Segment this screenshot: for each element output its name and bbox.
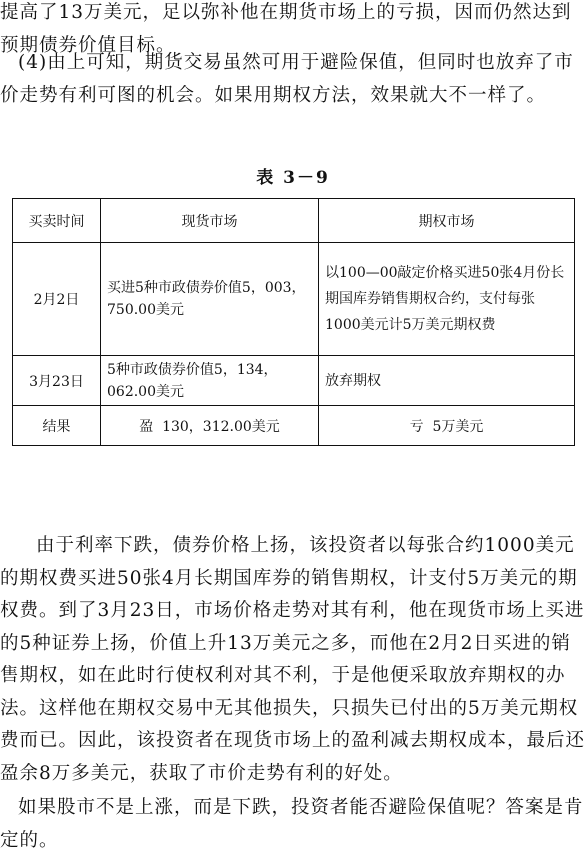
- header-spot-market: 现货市场: [101, 199, 319, 243]
- paragraph-intro-continuation: 提高了13万美元，足以弥补他在期货市场上的亏损，因而仍然达到预期债券价值目标。: [0, 2, 572, 56]
- cell-spot-result: 盈 130，312.00美元: [101, 406, 319, 446]
- table-header-row: [13, 199, 575, 243]
- cell-option-result: 亏 5万美元: [319, 406, 575, 446]
- cell-option: 放弃期权: [319, 356, 575, 406]
- table-row-result: [13, 406, 575, 446]
- paragraph-futures-vs-options: (4)由上可知，期货交易虽然可用于避险保值，但同时也放弃了市价走势有利可图的机会。如果用期权方法，效果就大不一样了。: [0, 52, 574, 106]
- header-option-market: 期权市场: [319, 199, 575, 243]
- cell-time: 2月2日: [13, 243, 101, 356]
- hedging-comparison-table: [12, 198, 575, 446]
- table-row: [13, 243, 575, 356]
- cell-time: 3月23日: [13, 356, 101, 406]
- table-caption: 表 3－9: [256, 168, 330, 188]
- cell-option: 以100—00敲定价格买进50张4月份长期国库券销售期权合约，支付每张1000美元计5万美元期权费: [319, 243, 575, 356]
- cell-spot: 买进5种市政债券价值5，003，750.00美元: [101, 243, 319, 356]
- cell-result-label: 结果: [13, 406, 101, 446]
- table-row: [13, 356, 575, 406]
- cell-spot: 5种市政债券价值5，134，062.00美元: [101, 356, 319, 406]
- paragraph-explanation: 由于利率下跌，债券价格上扬，该投资者以每张合约1000美元的期权费买进50张4月长期国库券的销售期权，计支付5万美元的期权费。到了3月23日，市场价格走势对其有利，他在现货市场上买进的5种证券上扬，价值上升13万美元之多，而他在2月2日买进的销售期权，如在此时行使权利对其不利，于是他便采取放弃期权的办法。这样他在期权交易中无其他损失，只损失已付出的5万美元期权费而已。因此，该投资者在现货市场上的盈利减去期权成本，最后还盈余8万多美元，获取了市价走势有利的好处。: [0, 535, 586, 784]
- paragraph-question: 如果股市不是上涨，而是下跌，投资者能否避险保值呢？答案是肯定的。: [0, 797, 584, 851]
- header-trade-time: 买卖时间: [13, 199, 101, 243]
